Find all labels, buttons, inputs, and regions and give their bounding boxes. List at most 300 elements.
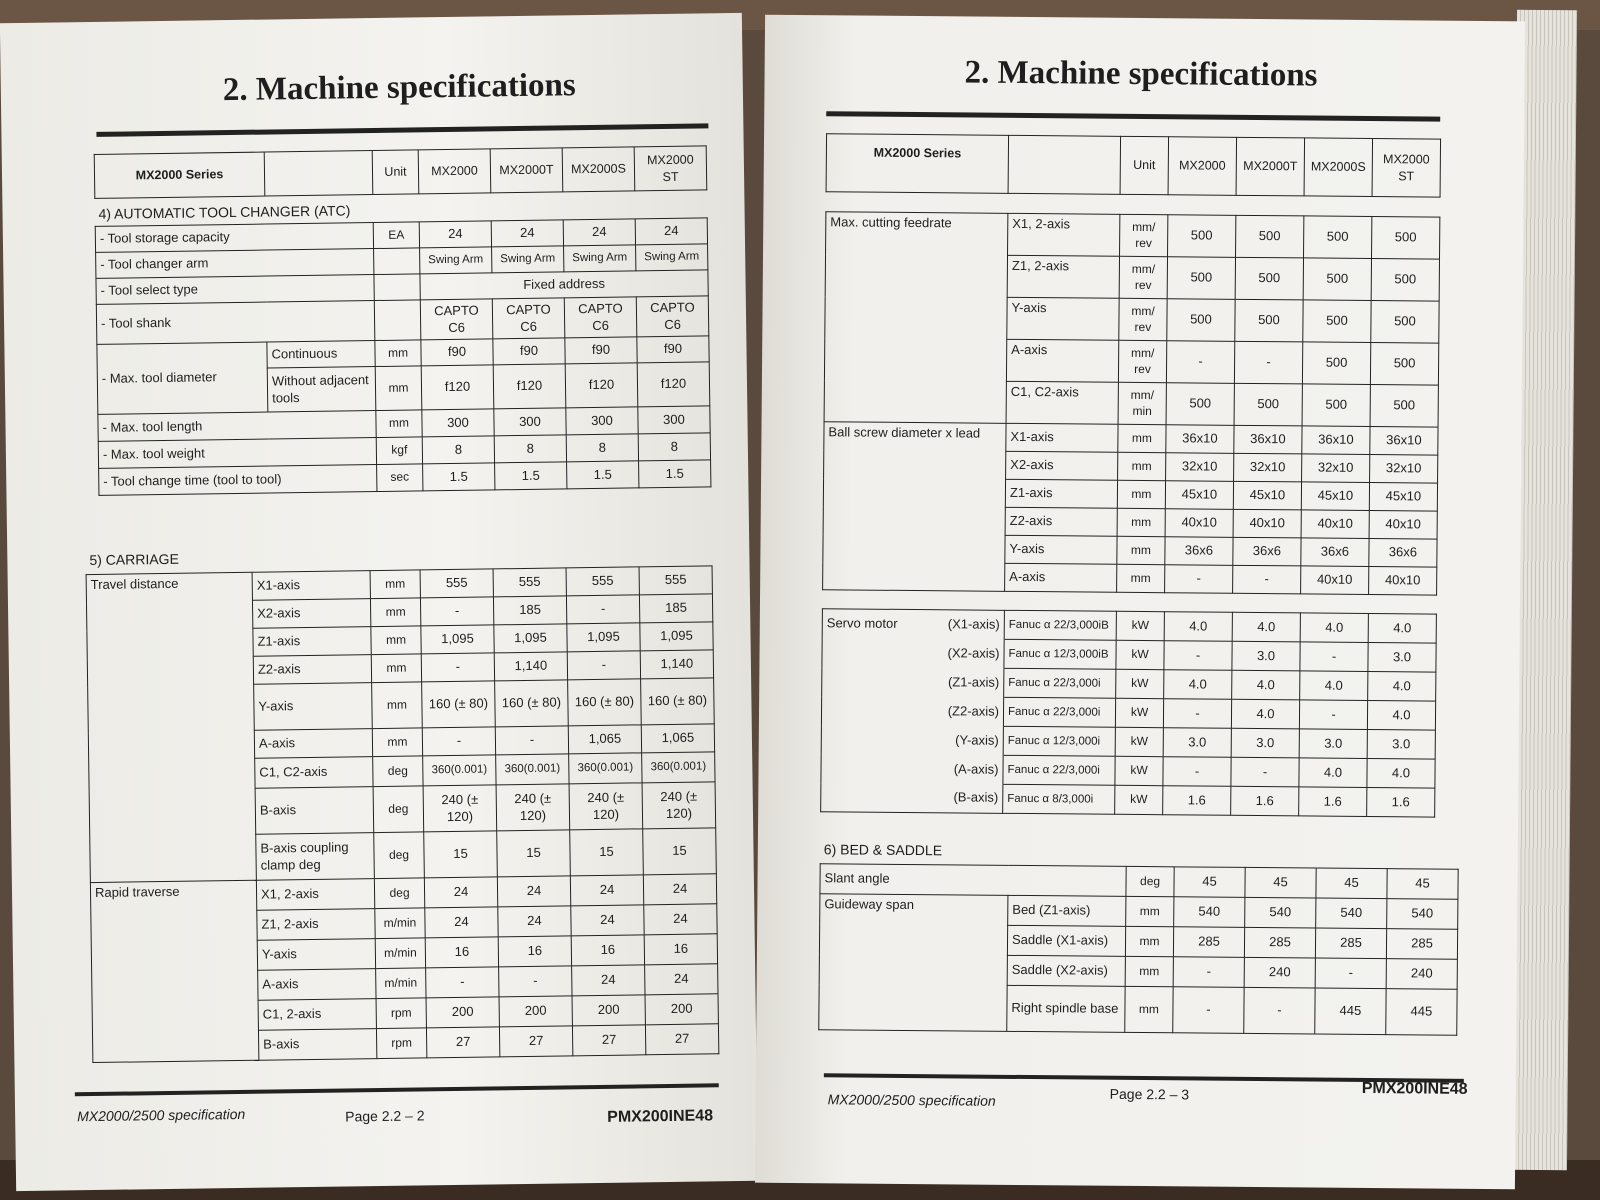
value-cell: -: [1233, 565, 1301, 594]
axis-label: Z1-axis: [1005, 479, 1117, 508]
value-cell: -: [421, 653, 494, 682]
left-page: [0, 13, 758, 1191]
unit-cell: m/min: [376, 968, 426, 999]
row-label: - Max. tool length: [98, 411, 376, 442]
group-label: Travel distance: [86, 572, 256, 882]
value-cell: 16: [498, 936, 571, 967]
value-cell: 45x10: [1301, 482, 1369, 511]
motor-model: Fanuc α 22/3,000i: [1003, 697, 1115, 727]
value-cell: CAPTO C6: [492, 298, 565, 339]
unit-cell: mm: [370, 570, 420, 599]
value-cell: 4.0: [1368, 671, 1436, 701]
unit-cell: rpm: [376, 998, 426, 1029]
unit-cell: mm: [1117, 536, 1165, 564]
value-cell: 36x10: [1302, 426, 1370, 455]
unit-cell: [374, 274, 420, 301]
unit-cell: m/min: [375, 908, 425, 939]
unit-cell: deg: [374, 878, 424, 909]
value-cell: 500: [1303, 258, 1371, 301]
motor-model: Fanuc α 12/3,000iB: [1004, 639, 1116, 669]
value-cell: 24: [498, 906, 571, 937]
spec-header-table: [826, 133, 1441, 197]
value-cell: -: [1231, 757, 1299, 787]
value-cell: f90: [493, 338, 565, 365]
section-heading: 5) CARRIAGE: [89, 550, 179, 569]
axis-label: A-axis: [1006, 339, 1118, 382]
row-label: - Tool change time (tool to tool): [99, 465, 377, 496]
servo-motor-table: [820, 608, 1437, 817]
unit-cell: kW: [1116, 669, 1164, 698]
value-cell: 36x6: [1233, 537, 1301, 566]
value-cell: 185: [639, 594, 712, 623]
value-cell: 15: [497, 830, 571, 877]
unit-cell: mm: [371, 654, 421, 683]
axis-label: (X1-axis): [947, 616, 1000, 632]
unit-cell: rpm: [376, 1028, 426, 1059]
sub-label: Bed (Z1-axis): [1008, 895, 1126, 926]
value-cell: 200: [426, 997, 499, 1028]
value-cell: 36x6: [1165, 537, 1233, 566]
value-cell: 1,095: [567, 623, 640, 652]
axis-label: (A-axis): [821, 754, 1003, 785]
value-cell: 445: [1386, 989, 1457, 1036]
blank-cell: [264, 151, 373, 197]
blank-cell: [1008, 135, 1121, 194]
value-cell: 285: [1173, 927, 1244, 958]
axis-label: B-axis coupling clamp deg: [256, 833, 375, 881]
model-header: MX2000 ST: [1372, 139, 1441, 198]
section-heading: 4) AUTOMATIC TOOL CHANGER (ATC): [98, 202, 351, 222]
value-cell: 1.6: [1299, 787, 1367, 817]
unit-cell: mm: [1126, 896, 1174, 926]
value-cell: 185: [493, 596, 566, 625]
value-cell: 4.0: [1299, 758, 1367, 788]
table-row: [826, 212, 1440, 259]
axis-label: C1, C2-axis: [255, 757, 373, 789]
value-cell: 40x10: [1369, 510, 1437, 539]
unit-cell: m/min: [375, 938, 425, 969]
axis-label: (Y-axis): [821, 725, 1003, 756]
value-cell: 27: [499, 1026, 572, 1057]
unit-cell: mm/ min: [1118, 382, 1166, 424]
axis-label: Y-axis: [1005, 535, 1117, 564]
value-cell: 500: [1235, 257, 1303, 300]
value-cell: 24: [644, 904, 717, 935]
value-cell: 500: [1168, 215, 1236, 258]
table-row: [821, 783, 1435, 817]
value-cell: 300: [494, 408, 566, 436]
unit-cell: kW: [1115, 727, 1163, 756]
value-cell: 24: [497, 876, 570, 907]
axis-label: (Z2-axis): [821, 696, 1003, 727]
footer-doc-title: MX2000/2500 specification: [77, 1105, 246, 1125]
unit-header: Unit: [372, 150, 419, 195]
value-cell: 24: [563, 219, 635, 246]
value-cell: -: [420, 597, 493, 626]
unit-cell: kW: [1115, 756, 1163, 785]
table-row: [820, 894, 1458, 930]
value-cell: -: [1315, 958, 1386, 989]
axis-label: Z1-axis: [253, 627, 371, 657]
value-cell: 445: [1315, 988, 1386, 1035]
value-cell: 1,065: [568, 725, 641, 754]
unit-cell: mm: [1125, 956, 1173, 986]
value-cell: 360(0.001): [423, 755, 496, 786]
value-cell: 32x10: [1302, 454, 1370, 483]
value-cell: 24: [419, 221, 491, 248]
value-cell: 24: [643, 874, 716, 905]
value-cell: CAPTO C6: [636, 296, 709, 337]
value-cell: 4.0: [1164, 612, 1232, 642]
group-label: Max. cutting feedrate: [824, 212, 1008, 424]
value-cell: 240 (± 120): [642, 782, 716, 829]
sub-label: Right spindle base: [1007, 985, 1125, 1032]
axis-label: (X2-axis): [822, 638, 1004, 669]
sub-label: Without adjacent tools: [267, 367, 376, 413]
value-cell: 240: [1244, 957, 1315, 988]
value-cell: 1.5: [567, 461, 639, 489]
value-cell: 240 (± 120): [569, 783, 643, 830]
axis-label: X1, 2-axis: [1008, 213, 1120, 256]
value-cell: 1.6: [1163, 786, 1231, 816]
value-cell: 8: [638, 433, 710, 461]
unit-cell: mm: [371, 626, 421, 655]
value-cell: 45x10: [1369, 482, 1437, 511]
axis-label: Y-axis: [254, 683, 373, 731]
value-cell: 3.0: [1299, 729, 1367, 759]
value-cell: 300: [638, 406, 710, 434]
value-cell: 3.0: [1232, 641, 1300, 671]
value-cell: 500: [1371, 259, 1439, 302]
unit-cell: mm: [375, 340, 421, 367]
row-label: - Tool shank: [96, 301, 375, 345]
value-cell: 45: [1316, 868, 1387, 899]
value-cell: 500: [1370, 343, 1438, 386]
unit-cell: kgf: [376, 437, 422, 465]
value-cell: 500: [1304, 216, 1372, 259]
value-cell: Swing Arm: [564, 245, 636, 272]
row-label: Slant angle: [820, 864, 1126, 897]
unit-cell: kW: [1115, 698, 1163, 727]
value-cell: 3.0: [1368, 642, 1436, 672]
motor-model: Fanuc α 22/3,000iB: [1004, 610, 1116, 640]
value-cell: 500: [1166, 383, 1234, 426]
value-cell: Swing Arm: [420, 247, 492, 274]
value-cell: 40x10: [1301, 510, 1369, 539]
feedrate-ballscrew-table: [822, 211, 1440, 595]
group-label: Rapid traverse: [90, 880, 258, 1062]
value-cell: 4.0: [1367, 700, 1435, 730]
value-cell: 40x10: [1369, 566, 1437, 595]
footer-doc-title: MX2000/2500 specification: [827, 1091, 996, 1109]
value-cell: 360(0.001): [642, 752, 715, 783]
model-header: MX2000S: [562, 147, 635, 192]
value-cell: CAPTO C6: [564, 297, 637, 338]
value-cell: -: [567, 651, 640, 680]
unit-cell: mm/ rev: [1119, 256, 1167, 298]
unit-cell: [374, 248, 420, 275]
unit-cell: kW: [1116, 640, 1164, 669]
sub-label: Saddle (X2-axis): [1007, 955, 1125, 986]
axis-label: X1-axis: [252, 571, 370, 601]
value-cell: -: [1173, 957, 1244, 988]
axis-label: A-axis: [1005, 563, 1117, 592]
value-cell: 4.0: [1300, 613, 1368, 643]
value-cell: -: [499, 966, 572, 997]
value-cell: 32x10: [1370, 454, 1438, 483]
unit-cell: sec: [377, 464, 423, 492]
value-cell: 555: [639, 566, 712, 595]
value-cell: 360(0.001): [496, 754, 569, 785]
axis-label: Z2-axis: [253, 655, 371, 685]
footer-page-number: Page 2.2 – 2: [345, 1107, 425, 1125]
series-label: MX2000 Series: [826, 134, 1008, 194]
value-cell: 36x6: [1369, 538, 1437, 567]
footer-doc-code: PMX200INE48: [1361, 1079, 1468, 1098]
value-cell: 16: [571, 935, 644, 966]
page-title: 2. Machine specifications: [222, 67, 576, 109]
value-cell: 540: [1174, 897, 1245, 928]
axis-label: C1, C2-axis: [1006, 381, 1118, 424]
table-row: [824, 422, 1438, 455]
value-cell: -: [1300, 642, 1368, 672]
value-cell: -: [1234, 341, 1302, 384]
value-cell: 1.5: [495, 462, 567, 490]
value-cell: 160 (± 80): [495, 680, 569, 727]
motor-model: Fanuc α 12/3,000i: [1003, 726, 1115, 756]
axis-label: X1-axis: [1006, 423, 1118, 452]
atc-table: [95, 217, 712, 496]
axis-label: Y-axis: [1007, 297, 1119, 340]
value-cell: 4.0: [1232, 612, 1300, 642]
value-cell: Swing Arm: [636, 244, 708, 271]
unit-cell: deg: [1126, 866, 1174, 896]
value-cell: -: [566, 595, 639, 624]
title-rule: [96, 123, 708, 137]
row-label: - Max. tool weight: [98, 438, 376, 469]
group-label: Servo motor: [826, 615, 898, 631]
value-cell: 1,095: [494, 624, 567, 653]
value-cell: -: [1165, 565, 1233, 594]
axis-label: X2-axis: [252, 599, 370, 629]
value-cell: 24: [491, 220, 563, 247]
value-cell: f120: [565, 363, 638, 408]
value-cell: 40x10: [1233, 509, 1301, 538]
value-cell: 360(0.001): [569, 753, 642, 784]
value-cell: -: [1299, 700, 1367, 730]
series-label: MX2000 Series: [94, 152, 265, 198]
value-cell: 200: [499, 996, 572, 1027]
value-cell: f90: [637, 336, 709, 363]
value-cell: 40x10: [1301, 566, 1369, 595]
value-cell: 4.0: [1231, 699, 1299, 729]
value-cell: -: [1164, 641, 1232, 671]
value-cell: 24: [424, 877, 497, 908]
value-cell: 500: [1302, 342, 1370, 385]
unit-cell: kW: [1116, 611, 1164, 640]
axis-label: A-axis: [254, 729, 372, 759]
value-cell: 45: [1174, 867, 1245, 898]
value-cell: 27: [645, 1024, 718, 1055]
row-label: - Tool changer arm: [96, 249, 374, 279]
value-cell: 540: [1245, 897, 1316, 928]
value-cell: 24: [570, 875, 643, 906]
value-cell: 45x10: [1233, 481, 1301, 510]
axis-label: (B-axis): [821, 783, 1003, 814]
value-cell: 15: [643, 828, 717, 875]
unit-cell: mm/ rev: [1120, 214, 1168, 256]
value-cell: 160 (± 80): [641, 678, 715, 725]
value-cell: 16: [644, 934, 717, 965]
unit-cell: mm: [1117, 508, 1165, 536]
value-cell: -: [422, 727, 495, 756]
value-cell: 200: [645, 994, 718, 1025]
value-cell: 500: [1302, 384, 1370, 427]
unit-cell: deg: [373, 786, 424, 833]
value-cell: 27: [572, 1025, 645, 1056]
value-cell: 36x10: [1234, 425, 1302, 454]
unit-cell: mm: [372, 728, 422, 757]
row-label: Guideway span: [819, 894, 1008, 1032]
value-cell: f120: [493, 364, 566, 409]
unit-cell: mm: [376, 410, 422, 438]
value-cell: 555: [420, 569, 493, 598]
value-cell: f90: [421, 339, 493, 366]
axis-label: X1, 2-axis: [256, 879, 374, 911]
unit-cell: mm/ rev: [1119, 298, 1167, 340]
value-cell: 285: [1315, 928, 1386, 959]
unit-cell: mm: [1118, 424, 1166, 452]
motor-model: Fanuc α 22/3,000i: [1004, 668, 1116, 698]
value-cell: 40x10: [1165, 509, 1233, 538]
model-header: MX2000S: [1304, 138, 1373, 197]
value-cell: -: [1163, 757, 1231, 787]
value-cell: 500: [1167, 257, 1235, 300]
value-cell: 4.0: [1367, 758, 1435, 788]
unit-cell: mm: [1125, 926, 1173, 956]
value-cell: 160 (± 80): [422, 681, 496, 728]
unit-cell: mm: [370, 598, 420, 627]
value-cell: 4.0: [1300, 671, 1368, 701]
footer-page-number: Page 2.2 – 3: [1109, 1085, 1190, 1103]
row-label: - Max. tool diameter: [97, 342, 268, 414]
unit-cell: mm: [1125, 986, 1173, 1032]
value-cell: f90: [565, 337, 637, 364]
motor-model: Fanuc α 22/3,000i: [1003, 755, 1115, 785]
value-cell: 27: [426, 1027, 499, 1058]
value-cell: -: [1244, 987, 1315, 1034]
value-cell: -: [1166, 341, 1234, 384]
axis-label: B-axis: [258, 1029, 376, 1061]
value-cell: 1.5: [639, 460, 711, 488]
value-cell: 300: [422, 409, 494, 437]
value-cell: 45: [1245, 867, 1316, 898]
axis-label: B-axis: [255, 787, 374, 835]
value-cell: -: [1173, 987, 1244, 1034]
value-cell: 1,140: [494, 652, 567, 681]
merged-value-cell: Fixed address: [420, 270, 708, 300]
value-cell: 500: [1234, 383, 1302, 426]
value-cell: 24: [571, 905, 644, 936]
value-cell: 285: [1386, 929, 1457, 960]
value-cell: 8: [566, 434, 638, 462]
axis-label: (Z1-axis): [822, 667, 1004, 698]
value-cell: 285: [1244, 927, 1315, 958]
value-cell: 1,095: [640, 622, 713, 651]
value-cell: 240 (± 120): [423, 785, 497, 832]
row-label: - Tool select type: [96, 275, 374, 305]
spec-header-table: [94, 145, 708, 199]
axis-label: X2-axis: [1006, 451, 1118, 480]
unit-cell: mm/ rev: [1118, 340, 1166, 382]
value-cell: 540: [1387, 899, 1458, 930]
value-cell: 24: [635, 218, 707, 245]
value-cell: 160 (± 80): [568, 679, 642, 726]
model-header: MX2000: [1168, 137, 1237, 196]
value-cell: 500: [1370, 385, 1438, 428]
value-cell: 36x10: [1166, 425, 1234, 454]
axis-label: A-axis: [258, 969, 376, 1001]
value-cell: -: [1163, 699, 1231, 729]
value-cell: 1,065: [641, 724, 714, 753]
model-header: MX2000T: [490, 148, 563, 193]
value-cell: 45x10: [1165, 481, 1233, 510]
unit-cell: mm: [1117, 480, 1165, 508]
row-label: - Tool storage capacity: [95, 223, 373, 253]
bed-saddle-table: [818, 863, 1458, 1036]
unit-cell: kW: [1115, 785, 1163, 814]
value-cell: 500: [1372, 217, 1440, 260]
value-cell: 300: [566, 407, 638, 435]
value-cell: 15: [570, 829, 644, 876]
value-cell: 4.0: [1232, 670, 1300, 700]
value-cell: 32x10: [1166, 453, 1234, 482]
axis-label: Z1, 2-axis: [257, 909, 375, 941]
value-cell: 45: [1387, 869, 1458, 900]
footer-rule: [75, 1083, 719, 1096]
value-cell: 1.6: [1231, 786, 1299, 816]
value-cell: 555: [493, 568, 566, 597]
value-cell: 240 (± 120): [496, 784, 570, 831]
model-header: MX2000T: [1236, 137, 1305, 196]
value-cell: 555: [566, 567, 639, 596]
right-page: [755, 15, 1525, 1190]
value-cell: CAPTO C6: [420, 299, 493, 340]
value-cell: 1.6: [1367, 787, 1435, 817]
unit-cell: [374, 300, 421, 341]
value-cell: 3.0: [1367, 729, 1435, 759]
unit-cell: deg: [373, 756, 423, 787]
axis-label: Z1, 2-axis: [1007, 255, 1119, 298]
value-cell: f120: [421, 365, 494, 410]
servo-axis-label: [822, 609, 1004, 640]
value-cell: 36x10: [1370, 427, 1438, 456]
title-rule: [826, 111, 1440, 121]
unit-cell: mm: [372, 682, 423, 729]
value-cell: 4.0: [1368, 613, 1436, 643]
sub-label: Saddle (X1-axis): [1007, 925, 1125, 956]
page-title: 2. Machine specifications: [964, 54, 1318, 94]
unit-cell: deg: [374, 832, 425, 879]
value-cell: Swing Arm: [492, 246, 564, 273]
value-cell: 500: [1236, 215, 1304, 258]
value-cell: 4.0: [1164, 670, 1232, 700]
value-cell: 16: [425, 937, 498, 968]
group-label: Ball screw diameter x lead: [823, 422, 1006, 592]
value-cell: 500: [1167, 299, 1235, 342]
value-cell: 1,095: [421, 625, 494, 654]
value-cell: 500: [1303, 300, 1371, 343]
